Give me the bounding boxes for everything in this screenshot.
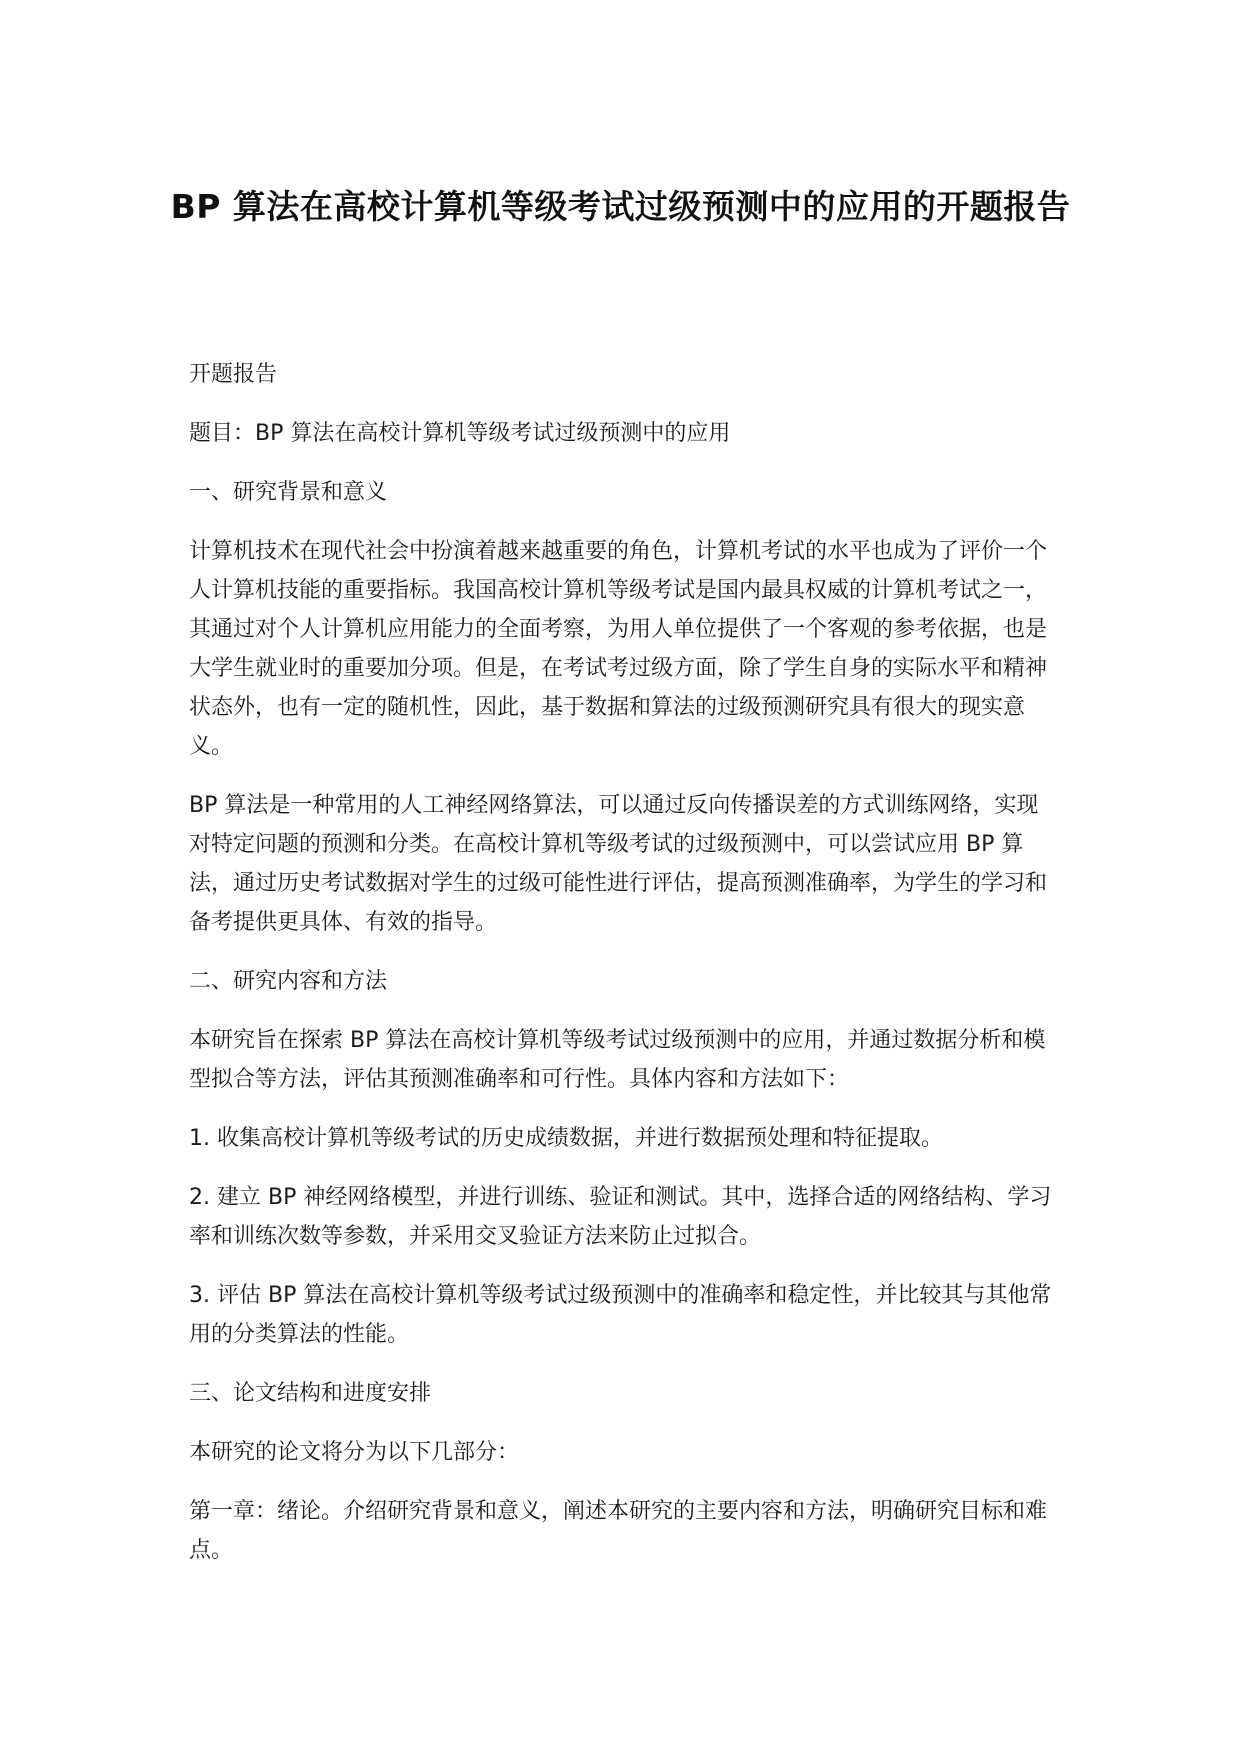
list-item-1: 1. 收集高校计算机等级考试的历史成绩数据，并进行数据预处理和特征提取。	[189, 1126, 943, 1151]
document-title: BP 算法在高校计算机等级考试过级预测中的应用的开题报告	[170, 187, 1071, 226]
heading-background: 一、研究背景和意义	[189, 480, 388, 505]
heading-methods: 二、研究内容和方法	[189, 969, 388, 994]
list-item-2: 2. 建立 BP 神经网络模型，并进行训练、验证和测试。其中，选择合适的网络结构、学习率和训练次数等参数，并采用交叉验证方法来防止过拟合。	[189, 1185, 1052, 1249]
paragraph-structure: 本研究的论文将分为以下几部分：	[189, 1440, 520, 1465]
list-item-3: 3. 评估 BP 算法在高校计算机等级考试过级预测中的准确率和稳定性，并比较其与其他常用的分类算法的性能。	[189, 1283, 1052, 1347]
paragraph-methods: 本研究旨在探索 BP 算法在高校计算机等级考试过级预测中的应用，并通过数据分析和模型拟合等方法，评估其预测准确率和可行性。具体内容和方法如下：	[189, 1028, 1046, 1092]
paragraph-bp-intro: BP 算法是一种常用的人工神经网络算法，可以通过反向传播误差的方式训练网络，实现对特定问题的预测和分类。在高校计算机等级考试的过级预测中，可以尝试应用 BP 算法，通过历史考试数据对学生的过级可能性进行评估，提高预测准确率，为学生的学习和备考提供更具体、有效的指导。	[189, 793, 1048, 935]
paragraph-background: 计算机技术在现代社会中扮演着越来越重要的角色，计算机考试的水平也成为了评价一个人计算机技能的重要指标。我国高校计算机等级考试是国内最具权威的计算机考试之一，其通过对个人计算机应用能力的全面考察，为用人单位提供了一个客观的参考依据，也是大学生就业时的重要加分项。但是，在考试考过级方面，除了学生自身的实际水平和精神状态外，也有一定的随机性，因此，基于数据和算法的过级预测研究具有很大的现实意义。	[189, 539, 1048, 759]
document-body	[189, 355, 1059, 1590]
section-label: 开题报告	[189, 362, 278, 387]
paragraph-chapter-1: 第一章：绪论。介绍研究背景和意义，阐述本研究的主要内容和方法，明确研究目标和难点。	[189, 1499, 1048, 1563]
heading-structure: 三、论文结构和进度安排	[189, 1381, 432, 1406]
topic-line: 题目：BP 算法在高校计算机等级考试过级预测中的应用	[189, 421, 731, 446]
